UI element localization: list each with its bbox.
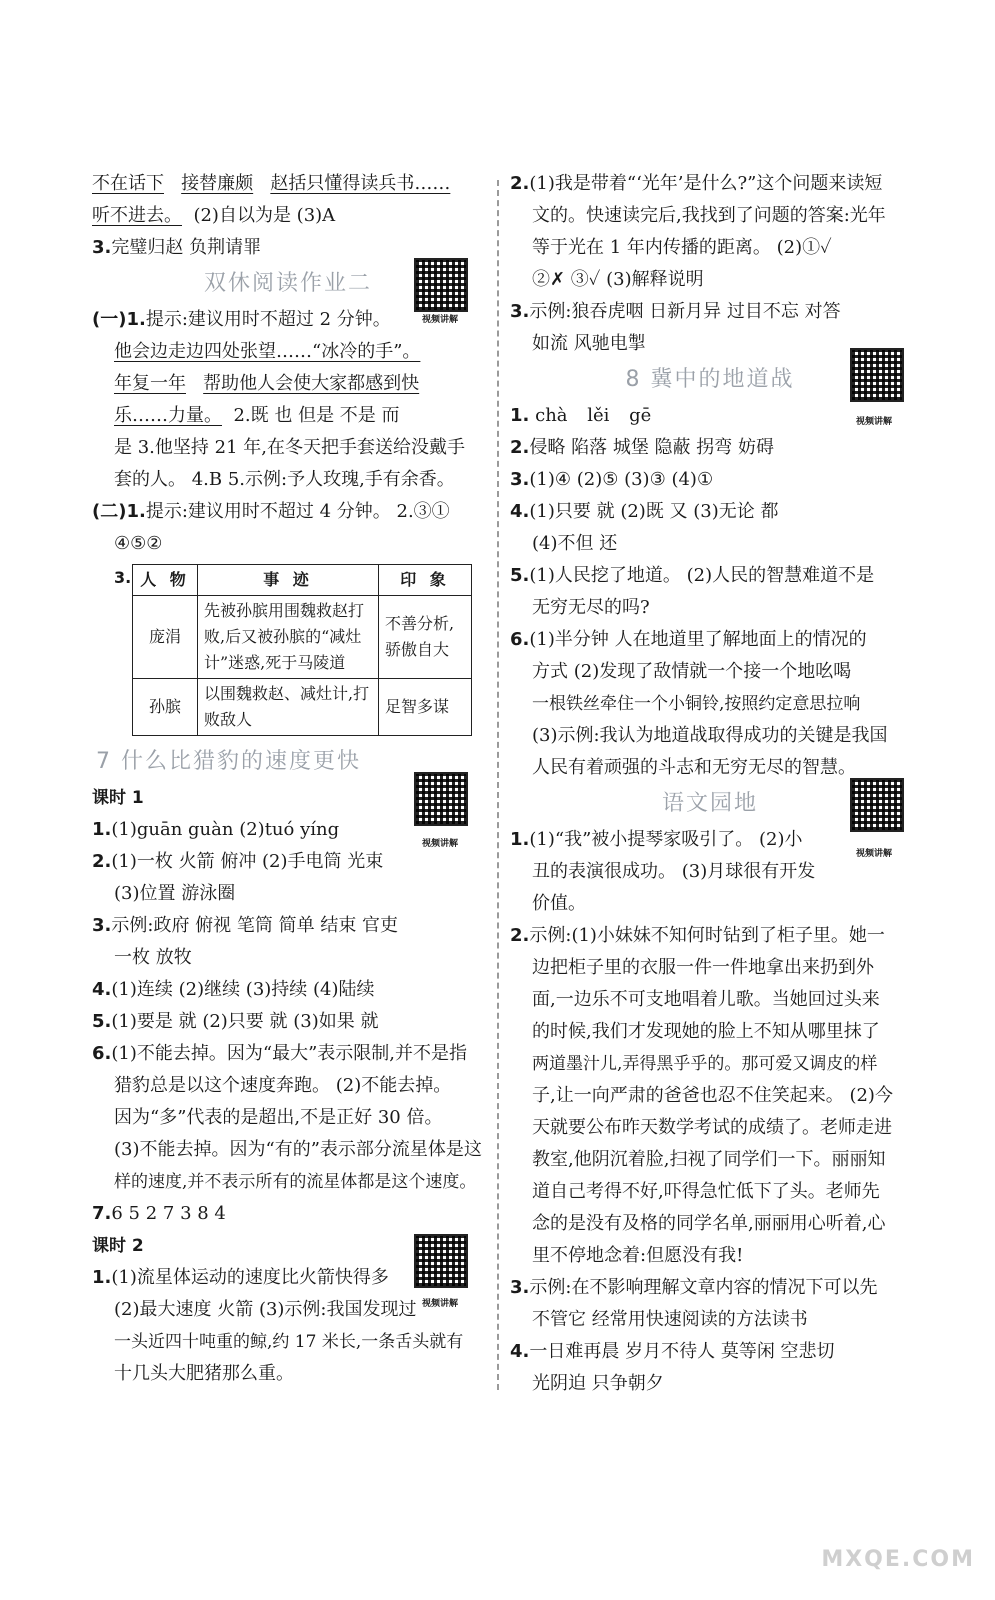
answer-line: 猎豹总是以这个速度奔跑。 (2)不能去掉。	[114, 1075, 452, 1096]
question-number: 2.	[510, 437, 530, 458]
answer-text: 提示:建议用时不超过 4 分钟。 2.③①	[145, 501, 450, 522]
answer-line	[92, 400, 484, 432]
lesson-title: 什么比猎豹的速度更快	[121, 749, 362, 774]
table-cell: 孙膑	[133, 679, 198, 736]
answer-line	[92, 304, 484, 336]
answer-text: (1)人民挖了地道。 (2)人民的智慧难道不是	[529, 565, 875, 586]
right-column	[510, 168, 910, 1400]
question-number: 1.	[92, 1267, 112, 1288]
answer-line: 边把柜子里的衣服一件一件地拿出来扔到外	[532, 957, 874, 978]
lesson-title: 冀中的地道战	[650, 367, 795, 392]
answer-line: 里不停地念着:但愿没有我!	[532, 1245, 744, 1266]
left-column	[92, 168, 484, 1390]
answer-line: 一根铁丝牵住一个小铜铃,按照约定意思拉响	[532, 694, 861, 714]
answer-line	[510, 496, 910, 528]
table-header: 印 象	[379, 565, 472, 596]
answer-line: 两道墨汁儿,弄得黑乎乎的。那可爱又调皮的样	[532, 1054, 878, 1074]
question-number: 1.	[92, 819, 112, 840]
answer-line: 十几头大肥猪那么重。	[114, 1363, 294, 1384]
answer-line	[92, 200, 484, 232]
answer-line: 丑的表演很成功。 (3)月球很有开发	[532, 861, 816, 882]
question-number: 3.	[92, 237, 112, 258]
answer-line: 念的是没有及格的同学名单,丽丽用心听着,心	[532, 1213, 886, 1234]
answer-text: (2)自以为是 (3)A	[193, 205, 336, 226]
answer-text: (1)半分钟 人在地道里了解地面上的情况的	[529, 629, 867, 650]
answer-text: 侵略 陷落 城堡 隐蔽 拐弯 妨碍	[529, 437, 774, 458]
pinyin: lěi	[587, 405, 610, 426]
underlined-answer: 帮助他人会使大家都感到快	[203, 373, 420, 394]
answer-line	[510, 920, 910, 952]
question-number: 4.	[510, 1341, 530, 1362]
pinyin: gē	[629, 405, 652, 426]
answer-line: 价值。	[532, 893, 586, 914]
answer-text: (2)最大速度 火箭 (3)示例:我国发现过	[114, 1299, 417, 1320]
answer-line: 教室,他阴沉着脸,扫视了同学们一下。丽丽知	[532, 1149, 886, 1170]
answer-text: (1)guān guàn (2)tuó yíng	[111, 819, 340, 840]
table-cell: 足智多谋	[379, 679, 472, 736]
answer-line	[510, 432, 910, 464]
answer-text: 示例:狼吞虎咽 日新月异 过目不忘 对答	[529, 301, 841, 322]
question-number: 3.	[510, 1277, 530, 1298]
qr-caption: 视频讲解	[422, 839, 459, 849]
answer-line: 面,一边乐不可支地唱着儿歌。当她回过头来	[532, 989, 880, 1010]
answer-text: (1)只要 就 (2)既 又 (3)无论 都	[529, 501, 779, 522]
answer-text: 2.既 也 但是 不是 而	[233, 405, 400, 426]
answer-line: 的时候,我们才发现她的脸上不知从哪里抹了	[532, 1021, 880, 1042]
character-table	[132, 564, 472, 736]
table-cell: 庞涓	[133, 596, 198, 679]
lesson-period	[92, 1230, 484, 1262]
answer-line	[510, 560, 910, 592]
section-header	[92, 264, 484, 304]
question-number: 4.	[92, 979, 112, 1000]
lesson-period	[92, 782, 484, 814]
answer-line: ②✗ ③✓ (3)解释说明	[532, 269, 704, 290]
answer-line	[510, 1336, 910, 1368]
qr-caption: 视频讲解	[856, 417, 893, 427]
question-number: 2.	[510, 173, 530, 194]
answer-line	[92, 1006, 484, 1038]
answer-text: 示例:政府 俯视 笔筒 简单 结束 官吏	[111, 915, 399, 936]
answer-line: 套的人。 4.B 5.示例:予人玫瑰,手有余香。	[114, 469, 455, 490]
table-header-row	[133, 565, 472, 596]
question-number: 3.	[510, 469, 530, 490]
answer-line: 等于光在 1 年内传播的距离。 (2)①✓	[532, 237, 832, 258]
question-number: (二)1.	[92, 501, 146, 522]
table-cell: 先被孙膑用围魏救赵打败,后又被孙膑的“减灶计”迷惑,死于马陵道	[198, 596, 379, 679]
qr-caption: 视频讲解	[422, 1299, 459, 1309]
answer-text: 示例:(1)小妹妹不知何时钻到了柜子里。她一	[529, 925, 885, 946]
answer-line	[92, 168, 484, 200]
answer-line: 是 3.他坚持 21 年,在冬天把手套送给没戴手	[114, 437, 465, 458]
answer-line	[92, 336, 484, 368]
answer-line: 一头近四十吨重的鲸,约 17 米长,一条舌头就有	[114, 1332, 464, 1352]
answer-text: (1)要是 就 (2)只要 就 (3)如果 就	[111, 1011, 379, 1032]
answer-line: 方式 (2)发现了敌情就一个接一个地吆喝	[532, 661, 852, 682]
section-title: 双休阅读作业二	[203, 271, 372, 296]
question-number: 6.	[92, 1043, 112, 1064]
lesson-number: 7	[96, 749, 112, 774]
underlined-answer: 不在话下	[92, 173, 164, 194]
table-row	[133, 679, 472, 736]
answer-line	[92, 910, 484, 942]
answer-text: (1)流星体运动的速度比火箭快得多	[111, 1267, 389, 1288]
answer-text: (1)一枚 火箭 俯冲 (2)手电筒 光束	[111, 851, 384, 872]
answer-line	[92, 1198, 484, 1230]
answer-line: 人民有着顽强的斗志和无穷无尽的智慧。	[532, 757, 856, 778]
answer-line	[510, 624, 910, 656]
qr-code-icon[interactable]	[414, 1234, 468, 1288]
answer-line: 无穷无尽的吗?	[532, 597, 650, 618]
question-number: 6.	[510, 629, 530, 650]
question-number: 7.	[92, 1203, 112, 1224]
answer-line	[92, 814, 484, 849]
answer-text: (1)不能去掉。因为“最大”表示限制,并不是指	[111, 1043, 467, 1064]
qr-caption: 视频讲解	[422, 315, 459, 325]
answer-line: 样的速度,并不表示所有的流星体都是这个速度。	[114, 1172, 477, 1192]
answer-line: 一枚 放牧	[114, 947, 192, 968]
qr-caption: 视频讲解	[856, 849, 893, 859]
answer-line	[510, 168, 910, 200]
character-table-block	[92, 564, 484, 736]
table-row	[133, 596, 472, 679]
section-header	[510, 784, 910, 824]
answer-text: (1)“我”被小提琴家吸引了。 (2)小	[529, 829, 803, 850]
answer-text: 完璧归赵 负荆请罪	[111, 237, 262, 258]
answer-text: 一日难再晨 岁月不待人 莫等闲 空悲切	[529, 1341, 835, 1362]
answer-text: 提示:建议用时不超过 2 分钟。	[145, 309, 391, 330]
underlined-answer: 他会边走边四处张望……“冰冷的手”。	[114, 341, 421, 362]
answer-line	[510, 400, 910, 432]
answer-line: (3)不能去掉。因为“有的”表示部分流星体是这	[114, 1139, 482, 1160]
lesson-number: 8	[625, 367, 642, 392]
answer-line: (3)示例:我认为地道战取得成功的关键是我国	[532, 725, 888, 746]
answer-line: 子,让一向严肃的爸爸也忍不住笑起来。 (2)今	[532, 1085, 893, 1106]
answer-line: 因为“多”代表的是超出,不是正好 30 倍。	[114, 1107, 443, 1128]
answer-line: 如流 风驰电掣	[532, 333, 646, 354]
question-number: 2.	[92, 851, 112, 872]
section-title: 语文园地	[661, 791, 758, 816]
answer-text: (1)④ (2)⑤ (3)③ (4)①	[529, 469, 714, 490]
question-number: 3.	[114, 568, 132, 587]
question-number: 5.	[92, 1011, 112, 1032]
answer-line	[92, 496, 484, 528]
answer-line	[92, 1294, 484, 1326]
question-number: 1.	[510, 829, 530, 850]
answer-text: (1)我是带着“‘光年’是什么?”这个问题来读短	[529, 173, 883, 194]
question-number: 5.	[510, 565, 530, 586]
underlined-answer: 赵括只懂得读兵书……	[270, 173, 451, 194]
answer-line: 不管它 经常用快速阅读的方法读书	[532, 1309, 808, 1330]
question-number: 1.	[510, 405, 530, 426]
column-divider	[497, 180, 499, 1390]
pinyin: chà	[535, 405, 568, 426]
section-header	[510, 360, 910, 400]
underlined-answer: 接替廉颇	[181, 173, 254, 194]
answer-line: 道自己考得不好,吓得急忙低下了头。老师先	[532, 1181, 880, 1202]
answer-line	[92, 974, 484, 1006]
qr-code-icon[interactable]	[850, 348, 904, 402]
answer-line: 光阴迫 只争朝夕	[532, 1373, 664, 1394]
question-number: 3.	[510, 301, 530, 322]
underlined-answer: 乐……力量。	[114, 405, 222, 426]
table-header: 事 迹	[198, 565, 379, 596]
question-number: (一)1.	[92, 309, 146, 330]
answer-line: (3)位置 游泳圈	[114, 883, 236, 904]
table-header: 人 物	[133, 565, 198, 596]
table-cell: 以围魏救赵、减灶计,打败敌人	[198, 679, 379, 736]
watermark: MXQE.COM	[821, 1547, 975, 1572]
answer-line	[92, 368, 484, 400]
question-number: 3.	[92, 915, 112, 936]
table-cell: 不善分析,骄傲自大	[379, 596, 472, 679]
answer-line	[510, 824, 910, 859]
answer-line	[510, 464, 910, 496]
answer-line	[510, 1272, 910, 1304]
question-number: 2.	[510, 925, 530, 946]
underlined-answer: 年复一年	[114, 373, 186, 394]
answer-line: 天就要公布昨天数学考试的成绩了。老师走进	[532, 1117, 892, 1138]
answer-line: ④⑤②	[114, 533, 163, 554]
answer-line: (4)不但 还	[532, 533, 618, 554]
period-label: 课时 1	[92, 788, 144, 808]
question-number: 4.	[510, 501, 530, 522]
answer-line: 文的。快速读完后,我找到了问题的答案:光年	[532, 205, 886, 226]
answer-text: (1)连续 (2)继续 (3)持续 (4)陆续	[111, 979, 375, 1000]
period-label: 课时 2	[92, 1236, 144, 1256]
answer-text: 示例:在不影响理解文章内容的情况下可以先	[529, 1277, 878, 1298]
answer-line	[510, 296, 910, 328]
answer-text: 6 5 2 7 3 8 4	[111, 1203, 226, 1224]
underlined-answer: 听不进去。	[92, 205, 182, 226]
answer-line	[92, 1038, 484, 1070]
